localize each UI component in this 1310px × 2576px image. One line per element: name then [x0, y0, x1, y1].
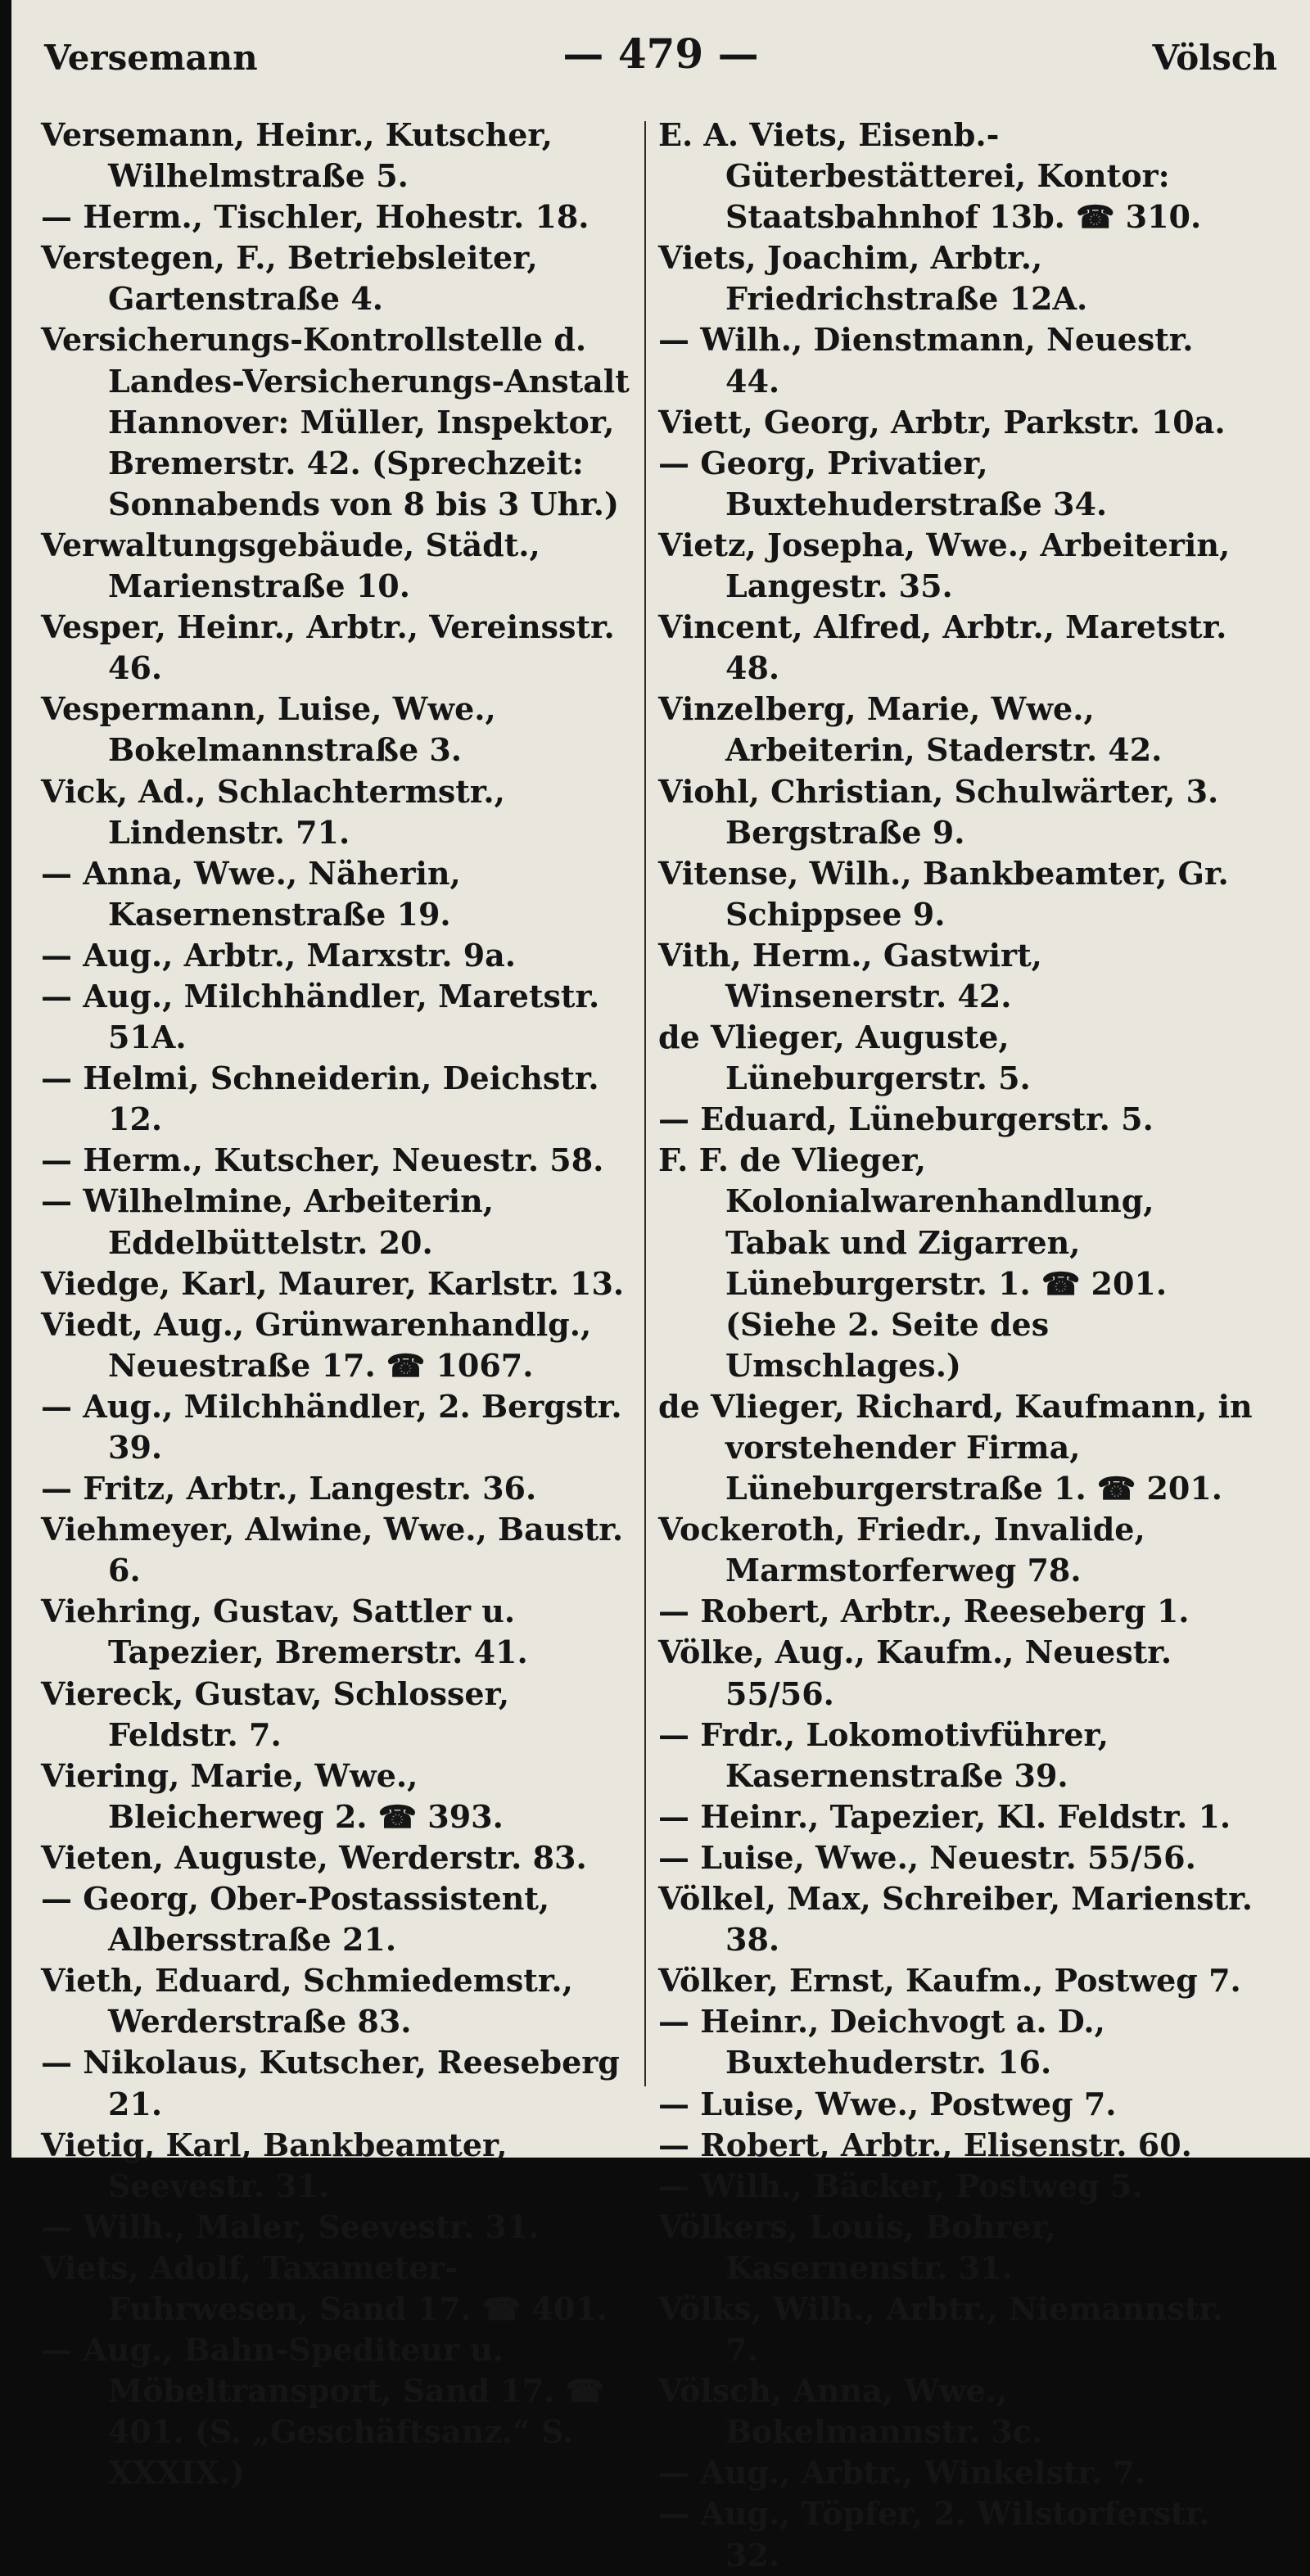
left-column: [41, 115, 637, 2493]
entry: Vincent, Alfred, Arbtr., Maretstr. 48.: [658, 608, 1227, 687]
entry: — Robert, Arbtr., Elisenstr. 60.: [658, 2126, 1192, 2163]
entry: Vesper, Heinr., Arbtr., Vereinsstr. 46.: [41, 608, 615, 687]
entry: Versemann, Heinr., Kutscher, Wilhelmstraße 5.: [41, 116, 553, 195]
page-number: — 479 —: [562, 29, 759, 78]
entry: — Aug., Milchhändler, 2. Bergstr. 39.: [41, 1387, 622, 1466]
entry: — Luise, Wwe., Neuestr. 55/56.: [658, 1838, 1196, 1876]
entry: — Eduard, Lüneburgerstr. 5.: [658, 1100, 1154, 1138]
column-divider: [644, 121, 646, 2086]
entry: Viering, Marie, Wwe., Bleicherweg 2. ☎ 393.: [41, 1756, 504, 1835]
header-first-name: Versemann: [44, 38, 258, 78]
entry: — Wilh., Maler, Seevestr. 31.: [41, 2208, 540, 2245]
entry: — Helmi, Schneiderin, Deichstr. 12.: [41, 1060, 599, 1138]
entry: Vick, Ad., Schlachtermstr., Lindenstr. 71.: [41, 772, 505, 851]
entry: — Luise, Wwe., Postweg 7.: [658, 2085, 1117, 2122]
entry: — Herm., Kutscher, Neuestr. 58.: [41, 1141, 604, 1179]
entry: Viett, Georg, Arbtr, Parkstr. 10a.: [658, 403, 1226, 441]
entry: — Robert, Arbtr., Reeseberg 1.: [658, 1593, 1190, 1630]
header-last-name: Völsch: [1152, 38, 1277, 78]
page-header: [44, 29, 1277, 95]
entry: Viets, Adolf, Taxameter-Fuhrwesen, Sand 17. ☎ 401.: [41, 2248, 608, 2327]
entry: Vieth, Eduard, Schmiedemstr., Werderstraße 83.: [41, 1962, 573, 2040]
entry: Vith, Herm., Gastwirt, Winsenerstr. 42.: [658, 936, 1042, 1015]
entry: — Heinr., Tapezier, Kl. Feldstr. 1.: [658, 1797, 1231, 1835]
entry: — Wilh., Bäcker, Postweg 5.: [658, 2167, 1143, 2204]
entry: Vinzelberg, Marie, Wwe., Arbeiterin, Staderstr. 42.: [658, 690, 1163, 769]
entry: F. F. de Vlieger, Kolonialwarenhandlung, Tabak und Zigarren, Lüneburgerstr. 1. ☎ 201. (Siehe 2. Seite des Umschlages.): [658, 1141, 1168, 1384]
entry: Viedge, Karl, Maurer, Karlstr. 13.: [41, 1264, 625, 1302]
entry: — Aug., Töpfer, 2. Wilstorferstr. 32.: [658, 2495, 1210, 2574]
directory-page: [11, 0, 1310, 2574]
entry: Viehmeyer, Alwine, Wwe., Baustr. 6.: [41, 1511, 624, 1589]
right-column: [658, 115, 1254, 2576]
entry: Völks, Wilh., Arbtr., Niemannstr. 7.: [658, 2289, 1224, 2369]
entry: Viohl, Christian, Schulwärter, 3. Bergstraße 9.: [658, 772, 1219, 851]
entry: — Anna, Wwe., Näherin, Kasernenstraße 19.: [41, 854, 461, 933]
entry: E. A. Viets, Eisenb.-Güterbestätterei, Kontor: Staatsbahnhof 13b. ☎ 310.: [658, 116, 1202, 236]
entry: — Georg, Privatier, Buxtehuderstraße 34.: [658, 444, 1108, 522]
entry: Verstegen, F., Betriebsleiter, Gartenstraße 4.: [41, 239, 538, 318]
entry: Völkel, Max, Schreiber, Marienstr. 38.: [658, 1880, 1253, 1959]
entry: Vietz, Josepha, Wwe., Arbeiterin, Langestr. 35.: [658, 526, 1231, 605]
entry: — Fritz, Arbtr., Langestr. 36.: [41, 1470, 537, 1507]
entry: — Georg, Ober-Postassistent, Albersstraße 21.: [41, 1880, 550, 1959]
entry: — Nikolaus, Kutscher, Reeseberg 21.: [41, 2044, 620, 2122]
entry: Vespermann, Luise, Wwe., Bokelmannstraße 3.: [41, 690, 496, 769]
entry: — Aug., Milchhändler, Maretstr. 51A.: [41, 977, 600, 1056]
entry: Viedt, Aug., Grünwarenhandlg., Neuestraße 17. ☎ 1067.: [41, 1305, 592, 1384]
entry: — Aug., Arbtr., Winkelstr. 7.: [658, 2454, 1146, 2492]
entry: — Herm., Tischler, Hohestr. 18.: [41, 198, 590, 236]
entry: Völker, Ernst, Kaufm., Postweg 7.: [658, 1962, 1241, 2000]
entry: Vieten, Auguste, Werderstr. 83.: [41, 1838, 587, 1876]
entry: — Aug., Arbtr., Marxstr. 9a.: [41, 936, 517, 974]
entry: de Vlieger, Richard, Kaufmann, in vorstehender Firma, Lüneburgerstraße 1. ☎ 201.: [658, 1387, 1253, 1507]
entry: de Vlieger, Auguste, Lüneburgerstr. 5.: [658, 1019, 1031, 1097]
entry: Völkers, Louis, Bohrer, Kasernenstr. 31.: [658, 2208, 1056, 2286]
entry: Viets, Joachim, Arbtr., Friedrichstraße 12A.: [658, 239, 1088, 318]
entry: Völsch, Anna, Wwe., Bokelmannstr. 3c.: [658, 2372, 1043, 2451]
entry: Vietig, Karl, Bankbeamter, Seevestr. 31.: [41, 2126, 508, 2204]
entry: — Heinr., Deichvogt a. D., Buxtehuderstr. 16.: [658, 2003, 1105, 2081]
entry: Versicherungs-Kontrollstelle d. Landes-Versicherungs-Anstalt Hannover: Müller, Inspektor, Bremerstr. 42. (Sprechzeit: Sonnabends von 8 bis 3 Uhr.): [41, 321, 630, 522]
entry: Vitense, Wilh., Bankbeamter, Gr. Schippsee 9.: [658, 854, 1229, 933]
entry: — Aug., Bahn-Spediteur u. Möbeltransport, Sand 17. ☎ 401. (S. „Geschäftsanz.“ S. XXXIX.): [41, 2331, 604, 2492]
entry: — Wilh., Dienstmann, Neuestr. 44.: [658, 321, 1194, 400]
entry: — Frdr., Lokomotivführer, Kasernenstraße 39.: [658, 1715, 1109, 1794]
entry: Vockeroth, Friedr., Invalide, Marmstorferweg 78.: [658, 1511, 1145, 1589]
entry: Viereck, Gustav, Schlosser, Feldstr. 7.: [41, 1674, 510, 1753]
entry: Viehring, Gustav, Sattler u. Tapezier, Bremerstr. 41.: [41, 1593, 528, 1671]
entry: — Wilhelmine, Arbeiterin, Eddelbüttelstr. 20.: [41, 1182, 494, 1261]
entry: Verwaltungsgebäude, Städt., Marienstraße 10.: [41, 526, 540, 605]
entry: Völke, Aug., Kaufm., Neuestr. 55/56.: [658, 1634, 1172, 1712]
